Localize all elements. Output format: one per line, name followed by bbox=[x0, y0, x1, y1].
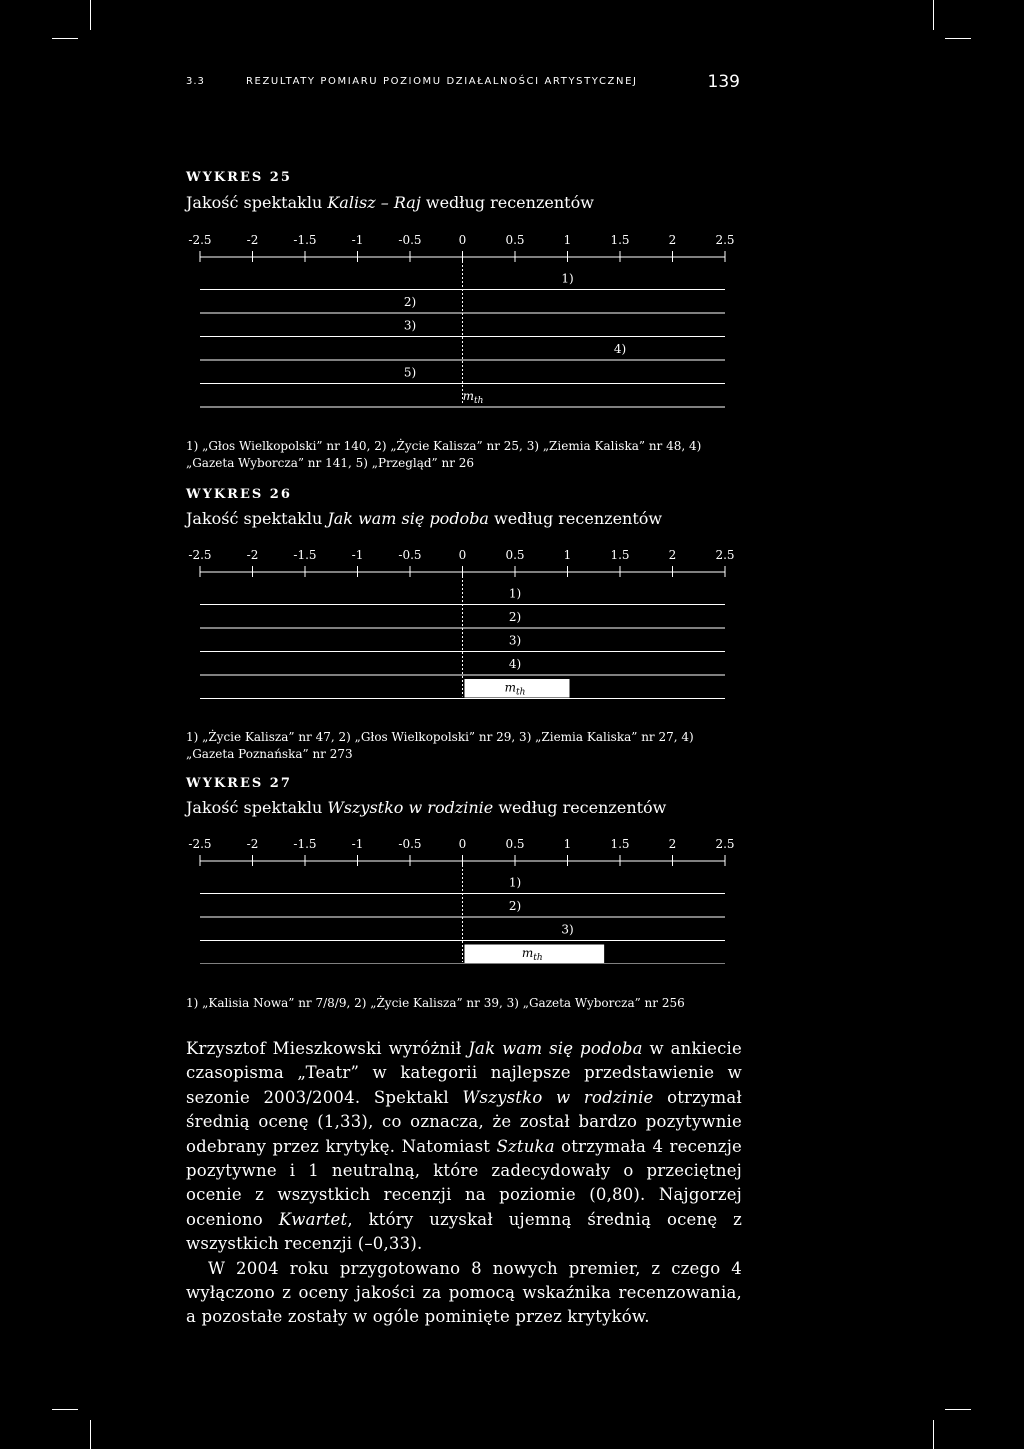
chart-footnote: 1) „Życie Kalisza” nr 47, 2) „Głos Wielkopolski” nr 29, 3) „Ziemia Kaliska” nr 27, 4) „Gazeta Poznańska” nr 273 bbox=[186, 730, 694, 761]
row-label: 4) bbox=[508, 657, 522, 671]
crop-mark bbox=[52, 38, 78, 39]
row-label: 1) bbox=[508, 875, 522, 890]
chart-subtitle: Jakość spektaklu Jak wam się podoba według recenzentów bbox=[186, 509, 663, 528]
row-label: 1) bbox=[508, 586, 522, 601]
running-head bbox=[186, 72, 740, 92]
tick-label: 2 bbox=[668, 837, 677, 851]
chart-27-svg bbox=[180, 834, 740, 964]
row-label: 2) bbox=[508, 610, 522, 624]
tick-label: -0.5 bbox=[398, 837, 422, 851]
crop-mark bbox=[90, 1420, 91, 1449]
tick-label: -2.5 bbox=[188, 548, 212, 562]
tick-label: 0.5 bbox=[505, 233, 525, 247]
crop-mark bbox=[945, 1409, 971, 1410]
tick-label: 2.5 bbox=[715, 233, 735, 247]
tick-label: -1.5 bbox=[293, 548, 317, 562]
chart-footnote: 1) „Głos Wielkopolski” nr 140, 2) „Życie Kalisza” nr 25, 3) „Ziemia Kaliska” nr 48, 4) „Gazeta Wyborcza” nr 141, 5) „Przegląd” nr 26 bbox=[186, 439, 702, 470]
chart-26-svg bbox=[180, 545, 740, 700]
tick-label: 1 bbox=[563, 837, 572, 851]
mth-label: $m_{th}$ bbox=[521, 946, 543, 963]
row-label: 3) bbox=[403, 318, 417, 333]
tick-label: 0 bbox=[458, 548, 467, 562]
tick-label: 1.5 bbox=[610, 548, 630, 562]
page-number: 139 bbox=[707, 72, 740, 92]
row-label: 1) bbox=[561, 271, 574, 286]
tick-label: -0.5 bbox=[398, 548, 422, 562]
tick-label: -2 bbox=[246, 233, 259, 247]
chart-26 bbox=[180, 545, 740, 700]
crop-mark bbox=[90, 0, 91, 30]
mth-label: $m_{th}$ bbox=[504, 680, 526, 698]
tick-label: -1.5 bbox=[293, 837, 317, 851]
tick-label: 1 bbox=[563, 548, 572, 562]
tick-label: 2 bbox=[668, 233, 677, 247]
tick-label: -1 bbox=[351, 548, 364, 562]
row-label: 2) bbox=[403, 295, 417, 309]
crop-mark bbox=[933, 0, 934, 30]
tick-label: -1.5 bbox=[293, 233, 317, 247]
crop-mark bbox=[52, 1409, 78, 1410]
tick-label: -1 bbox=[351, 837, 364, 851]
chart-25 bbox=[180, 230, 740, 410]
section-number: 3.3 bbox=[186, 76, 205, 87]
chart-footnote: 1) „Kalisia Nowa” nr 7/8/9, 2) „Życie Kalisza” nr 39, 3) „Gazeta Wyborcza” nr 256 bbox=[186, 996, 685, 1010]
tick-label: 2 bbox=[668, 548, 677, 562]
tick-label: 1 bbox=[563, 233, 572, 247]
row-label: 3) bbox=[508, 633, 522, 648]
tick-label: 2.5 bbox=[715, 837, 735, 851]
tick-label: -2.5 bbox=[188, 233, 212, 247]
chart-subtitle: Jakość spektaklu Kalisz – Raj według recenzentów bbox=[186, 193, 594, 212]
chart-subtitle: Jakość spektaklu Wszystko w rodzinie według recenzentów bbox=[186, 798, 667, 817]
tick-label: -2 bbox=[246, 548, 259, 562]
crop-mark bbox=[945, 38, 971, 39]
tick-label: 1.5 bbox=[610, 837, 630, 851]
tick-label: 0 bbox=[458, 233, 467, 247]
chart-25-svg bbox=[180, 230, 740, 410]
row-label: 4) bbox=[613, 342, 627, 356]
chart-27 bbox=[180, 834, 740, 964]
row-label: 2) bbox=[508, 899, 522, 913]
tick-label: 0.5 bbox=[505, 548, 525, 562]
chart-label: WYKRES 27 bbox=[186, 776, 292, 791]
chart-label: WYKRES 25 bbox=[186, 170, 292, 185]
row-label: 5) bbox=[403, 365, 417, 380]
mth-label: $m_{th}$ bbox=[462, 389, 484, 406]
paragraph: W 2004 roku przygotowano 8 nowych premier, z czego 4 wyłączono z oceny jakości za pomocą wskaźnika recenzowania, a pozostałe zostały w ogóle pominięte przez krytyków. bbox=[186, 1258, 742, 1327]
tick-label: -1 bbox=[351, 233, 364, 247]
row-label: 3) bbox=[561, 922, 574, 937]
tick-label: -0.5 bbox=[398, 233, 422, 247]
tick-label: -2 bbox=[246, 837, 259, 851]
paragraph: Krzysztof Mieszkowski wyróżnił Jak wam się podoba w ankiecie czasopisma „Teatr” w kategorii najlepsze przedstawienie w sezonie 2003/2004. Spektakl Wszystko w rodzinie otrzymał średnią ocenę (1,33), co oznacza, że został bardzo pozytywnie odebrany przez krytykę. Natomiast Sztuka otrzymała 4 recenzje pozytywne i 1 neutralną, które zadecydowały o przeciętnej ocenie z wszystkich recenzji na poziomie (0,80). Najgorzej oceniono Kwartet, który uzyskał ujemną średnią ocenę z wszystkich recenzji (–0,33). bbox=[186, 1039, 743, 1254]
body-text bbox=[186, 1037, 742, 1330]
tick-label: 0.5 bbox=[505, 837, 525, 851]
crop-mark bbox=[933, 1420, 934, 1449]
tick-label: -2.5 bbox=[188, 837, 212, 851]
tick-label: 2.5 bbox=[715, 548, 735, 562]
chart-label: WYKRES 26 bbox=[186, 487, 292, 502]
section-title: REZULTATY POMIARU POZIOMU DZIAŁALNOŚCI ARTYSTYCZNEJ bbox=[246, 76, 638, 87]
tick-label: 0 bbox=[458, 837, 467, 851]
tick-label: 1.5 bbox=[610, 233, 630, 247]
